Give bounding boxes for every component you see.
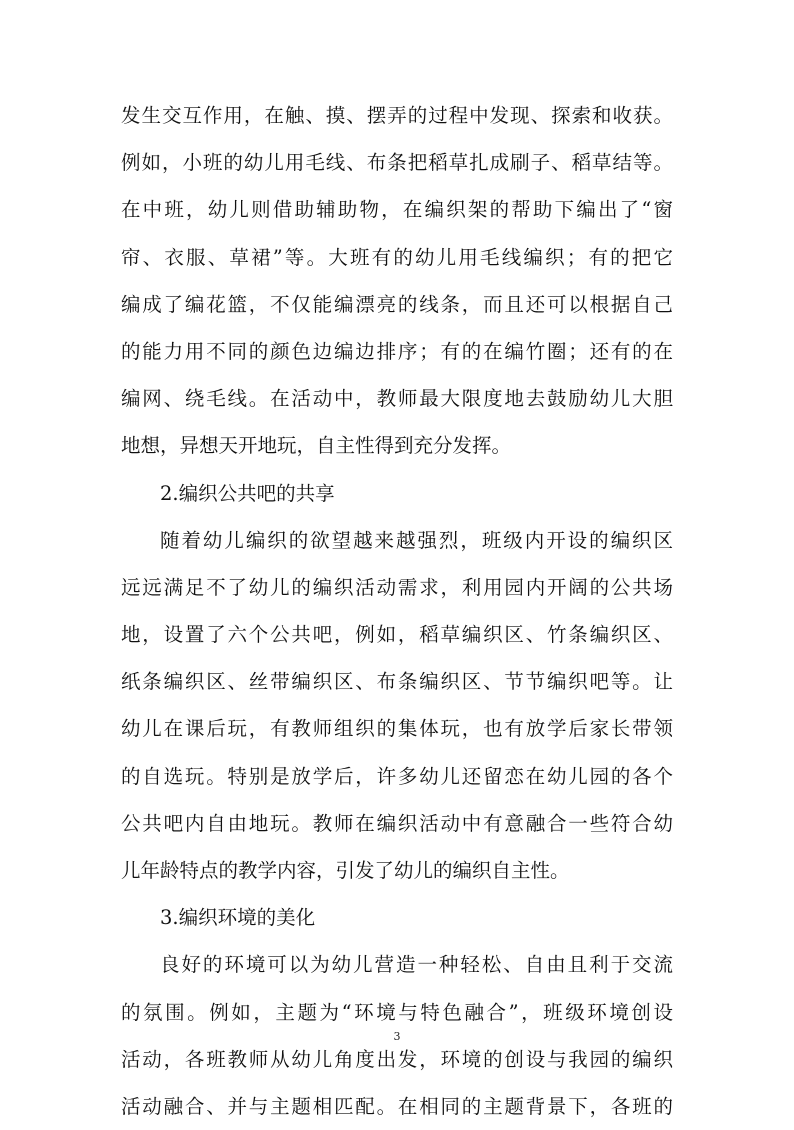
text-line: 纸条编织区、丝带编织区、布条编织区、节节编织吧等。让: [121, 670, 673, 694]
text-line: 随着幼儿编织的欲望越来越强烈，班级内开设的编织区: [160, 528, 673, 552]
text-line: 远远满足不了幼儿的编织活动需求，利用园内开阔的公共场: [121, 575, 673, 599]
section-heading: 2.编织公共吧的共享: [160, 481, 335, 505]
text-line: 地想，异想天开地玩，自主性得到充分发挥。: [121, 434, 512, 458]
text-line: 的氛围。例如，主题为“环境与特色融合”，班级环境创设: [121, 1000, 673, 1024]
page-number: 3: [393, 1030, 401, 1043]
body-text: [121, 92, 673, 1130]
text-line: 在中班，幼儿则借助辅助物，在编织架的帮助下编出了“窗: [121, 198, 673, 222]
text-line: 的自选玩。特别是放学后，许多幼儿还留恋在幼儿园的各个: [121, 764, 673, 788]
text-line: 幼儿在课后玩，有教师组织的集体玩，也有放学后家长带领: [121, 717, 673, 741]
text-line: 的能力用不同的颜色边编边排序；有的在编竹圈；还有的在: [121, 339, 673, 363]
text-line: 发生交互作用，在触、摸、摆弄的过程中发现、探索和收获。: [121, 104, 673, 127]
section-heading: 3.编织环境的美化: [160, 906, 316, 930]
text-line: 公共吧内自由地玩。教师在编织活动中有意融合一些符合幼: [121, 811, 673, 835]
text-line: 帘、衣服、草裙”等。大班有的幼儿用毛线编织；有的把它: [121, 245, 673, 269]
text-line: 编成了编花篮，不仅能编漂亮的线条，而且还可以根据自己: [121, 292, 673, 316]
text-line: 良好的环境可以为幼儿营造一种轻松、自由且利于交流: [160, 953, 673, 977]
text-line: 活动，各班教师从幼儿角度出发，环境的创设与我园的编织: [121, 1047, 673, 1071]
text-line: 编网、绕毛线。在活动中，教师最大限度地去鼓励幼儿大胆: [121, 387, 673, 411]
text-line: 地，设置了六个公共吧，例如，稻草编织区、竹条编织区、: [121, 623, 673, 647]
text-line: 儿年龄特点的教学内容，引发了幼儿的编织自主性。: [121, 859, 570, 882]
text-line: 例如，小班的幼儿用毛线、布条把稻草扎成刷子、稻草结等。: [121, 151, 673, 175]
text-line: 活动融合、并与主题相匹配。在相同的主题背景下，各班的: [121, 1094, 673, 1118]
